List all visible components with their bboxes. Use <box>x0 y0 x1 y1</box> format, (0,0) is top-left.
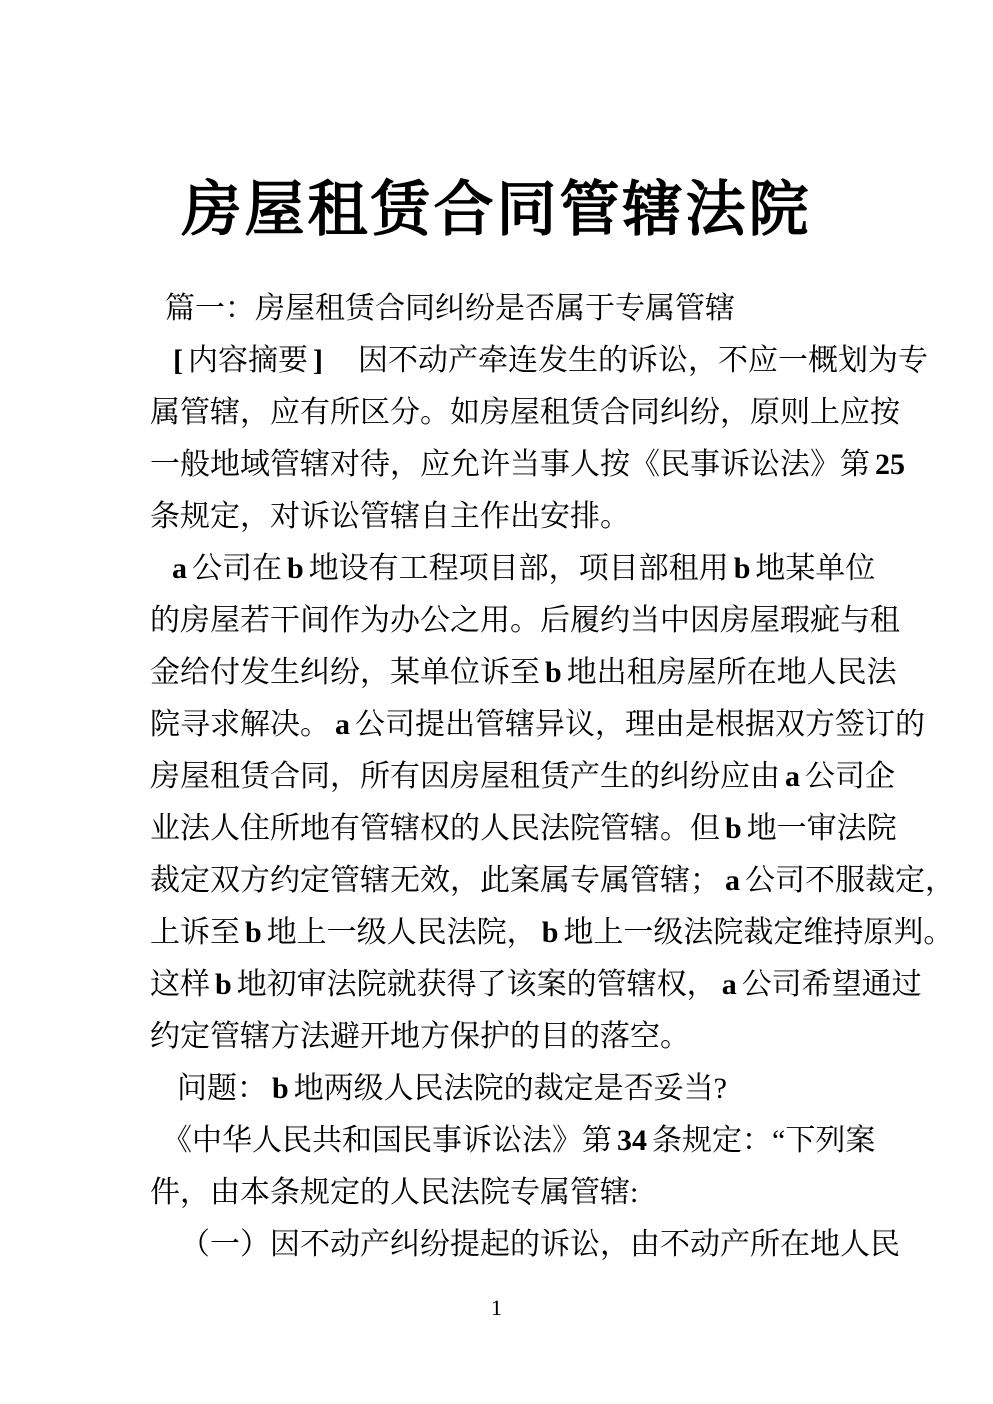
text-line: 裁定双方约定管辖无效，此案属专属管辖； a 公司不服裁定， <box>150 864 955 897</box>
text-line: 房屋租赁合同，所有因房屋租赁产生的纠纷应由 a 公司企 <box>150 760 895 793</box>
text-line: 金给付发生纠纷，某单位诉至 b 地出租房屋所在地人民法 <box>150 656 897 689</box>
text-line: 上诉至 b 地上一级人民法院， b 地上一级法院裁定维持原判。 <box>150 916 954 949</box>
text-line: 业法人住所地有管辖权的人民法院管辖。但 b 地一审法院 <box>150 812 897 845</box>
text-line: 《中华人民共和国民事诉讼法》第 34 条规定：“下列案 <box>162 1124 876 1157</box>
text-line: [ 内容摘要 ] 因不动产牵连发生的诉讼，不应一概划为专 <box>173 344 928 377</box>
text-line: 属管辖，应有所区分。如房屋租赁合同纠纷，原则上应按 <box>150 396 900 429</box>
document-title: 房屋租赁合同管辖法院 <box>181 177 812 243</box>
text-line: 一般地域管辖对待，应允许当事人按《民事诉讼法》第 25 <box>150 448 905 481</box>
page-number: 1 <box>491 1295 502 1320</box>
text-line: 院寻求解决。 a 公司提出管辖异议，理由是根据双方签订的 <box>150 708 925 741</box>
text-line: 件，由本条规定的人民法院专属管辖: <box>150 1176 639 1209</box>
text-line: a 公司在 b 地设有工程项目部，项目部租用 b 地某单位 <box>172 552 876 585</box>
text-line: 这样 b 地初审法院就获得了该案的管辖权， a 公司希望通过 <box>150 968 922 1001</box>
text-line: 约定管辖方法避开地方保护的目的落空。 <box>150 1020 690 1053</box>
text-line: （一）因不动产纠纷提起的诉讼，由不动产所在地人民 <box>180 1228 900 1261</box>
text-line: 篇一：房屋租赁合同纠纷是否属于专属管辖 <box>165 292 735 325</box>
document-body <box>150 283 955 1271</box>
text-line: 问题： b 地两级人民法院的裁定是否妥当? <box>177 1072 728 1105</box>
text-line: 条规定，对诉讼管辖自主作出安排。 <box>150 500 630 533</box>
text-line: 的房屋若干间作为办公之用。后履约当中因房屋瑕疵与租 <box>150 604 900 637</box>
